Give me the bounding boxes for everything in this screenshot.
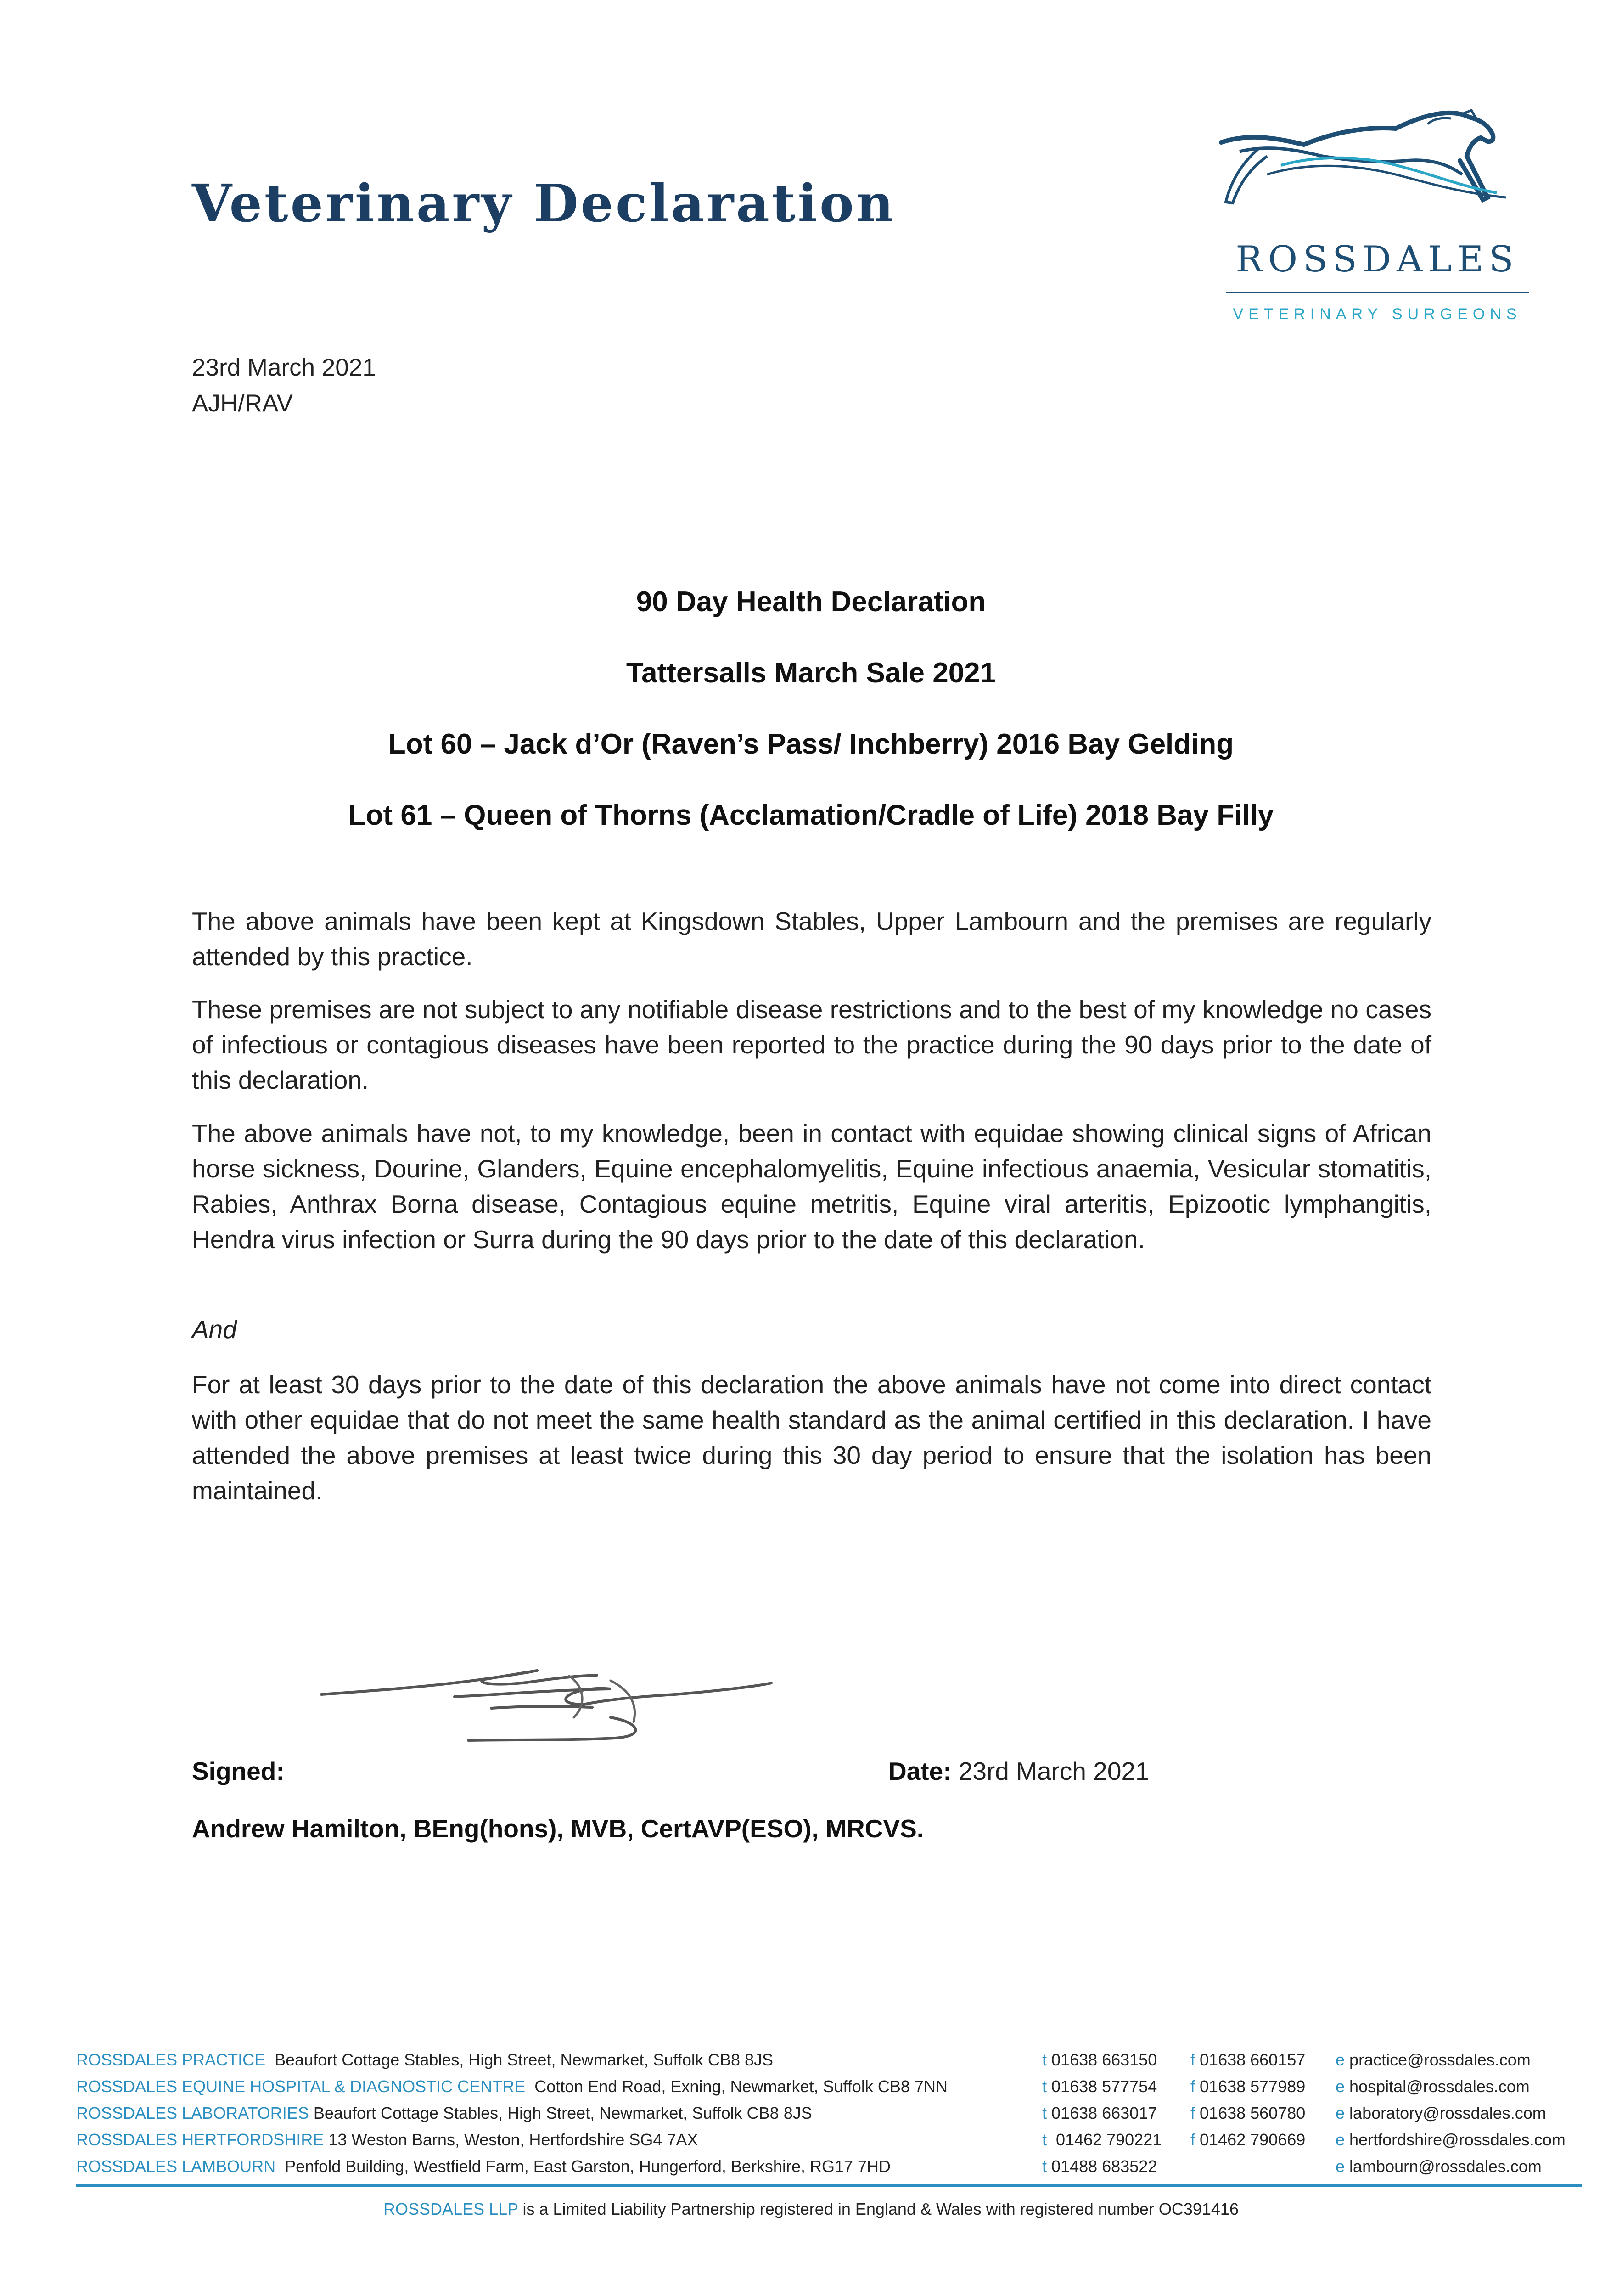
footer-email[interactable]: hertfordshire@rossdales.com (1349, 2130, 1566, 2149)
signatory-name: Andrew Hamilton, BEng(hons), MVB, CertAVP(ESO), MRCVS. (192, 1814, 924, 1843)
heading-sale: Tattersalls March Sale 2021 (626, 657, 996, 689)
footer-address: Beaufort Cottage Stables, High Street, Newmarket, Suffolk CB8 8JS (275, 2050, 773, 2069)
paragraph-restrictions: These premises are not subject to any notifiable disease restrictions and to the best of my knowledge no cases of infectious or contagious diseases have been reported to the practice during the 90 days prior to the date of this declaration. (192, 995, 1431, 1094)
footer-phone: 01488 683522 (1051, 2157, 1157, 2176)
footer-branch-name: ROSSDALES LABORATORIES (76, 2104, 309, 2122)
footer-address: 13 Weston Barns, Weston, Hertfordshire SG4 7AX (328, 2130, 698, 2149)
logo-tagline: VETERINARY SURGEONS (1233, 305, 1522, 323)
horse-logo-icon (1212, 106, 1533, 234)
letter-reference: AJH/RAV (192, 390, 293, 417)
heading-lot-60: Lot 60 – Jack d’Or (Raven’s Pass/ Inchberry) 2016 Bay Gelding (388, 728, 1234, 760)
llp-text: is a Limited Liability Partnership registered in England & Wales with registered number OC391416 (522, 2200, 1239, 2218)
llp-name: ROSSDALES LLP (383, 2200, 518, 2218)
footer-branch-name: ROSSDALES HERTFORDSHIRE (76, 2130, 324, 2149)
footer-phone: 01638 577754 (1051, 2077, 1157, 2096)
footer-address: Cotton End Road, Exning, Newmarket, Suffolk CB8 7NN (534, 2077, 948, 2096)
footer-email[interactable]: practice@rossdales.com (1349, 2050, 1531, 2069)
paragraph-contact: The above animals have not, to my knowledge, been in contact with equidae showing clinical signs of African horse sickness, Dourine, Glanders, Equine encephalomyelitis, Equine infectious anaemia, Vesicular stomatitis, Rabies, Anthrax Borna disease, Contagious equine metritis, Equine viral arteritis, Epizootic lymphangitis, Hendra virus infection or Surra during the 90 days prior to the date of this declaration. (192, 1119, 1431, 1254)
footer-registration (0, 2200, 1622, 2219)
footer-divider (76, 2184, 1582, 2187)
footer-email[interactable]: hospital@rossdales.com (1349, 2077, 1530, 2096)
footer-branch-name: ROSSDALES PRACTICE (76, 2050, 266, 2069)
footer-branch-name: ROSSDALES LAMBOURN (76, 2157, 276, 2176)
footer-fax: 01638 577989 (1200, 2077, 1306, 2096)
footer-phone: 01462 790221 (1056, 2130, 1162, 2149)
logo-rule (1226, 292, 1529, 293)
footer-fax: 01638 560780 (1200, 2104, 1306, 2122)
footer-email[interactable]: lambourn@rossdales.com (1349, 2157, 1542, 2176)
footer-branch-name: ROSSDALES EQUINE HOSPITAL & DIAGNOSTIC CENTRE (76, 2077, 526, 2096)
paragraph-isolation: For at least 30 days prior to the date of this declaration the above animals have not come into direct contact with other equidae that do not meet the same health standard as the animal certified in this declaration. I have attended the above premises at least twice during this 30 day period to ensure that the isolation has been maintained. (192, 1370, 1431, 1505)
footer-fax: 01462 790669 (1200, 2130, 1306, 2149)
logo-wordmark: ROSSDALES (1235, 239, 1519, 280)
footer-phone: 01638 663150 (1051, 2050, 1157, 2069)
heading-declaration: 90 Day Health Declaration (636, 586, 986, 618)
footer-address: Penfold Building, Westfield Farm, East Garston, Hungerford, Berkshire, RG17 7HD (285, 2157, 891, 2176)
page-title: Veterinary Declaration (192, 174, 896, 234)
footer-email[interactable]: laboratory@rossdales.com (1349, 2104, 1546, 2122)
footer-address: Beaufort Cottage Stables, High Street, Newmarket, Suffolk CB8 8JS (313, 2104, 812, 2122)
signed-label: Signed: (192, 1757, 285, 1785)
signature-date (888, 1756, 1150, 1786)
paragraph-and: And (192, 1315, 237, 1344)
footer-fax: 01638 660157 (1200, 2050, 1306, 2069)
handwritten-signature (317, 1653, 776, 1759)
heading-lot-61: Lot 61 – Queen of Thorns (Acclamation/Cradle of Life) 2018 Bay Filly (348, 799, 1274, 831)
date-value: 23rd March 2021 (958, 1757, 1150, 1785)
footer-phone: 01638 663017 (1051, 2104, 1157, 2122)
rossdales-logo (1212, 106, 1533, 335)
date-label: Date: (888, 1757, 952, 1785)
letter-date: 23rd March 2021 (192, 354, 376, 381)
paragraph-premises: The above animals have been kept at Kingsdown Stables, Upper Lambourn and the premises are regularly attended by this practice. (192, 907, 1431, 971)
